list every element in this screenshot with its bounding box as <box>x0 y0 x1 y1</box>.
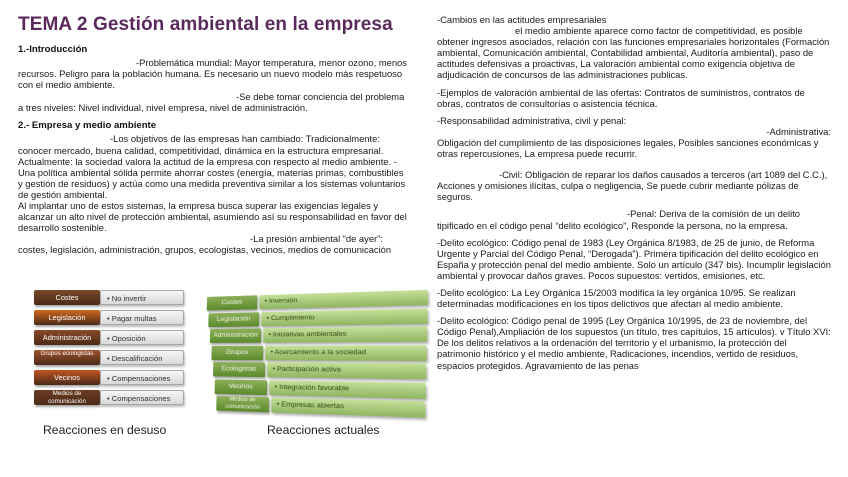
new-reaction-label: Grupos <box>211 345 263 360</box>
old-reaction-value: • Pagar multas <box>100 310 184 325</box>
caption-reacciones-en-desuso: Reacciones en desuso <box>43 423 167 437</box>
empresa-paragraph-3-clip <box>18 233 410 266</box>
cambios-heading: -Cambios en las actitudes empresariales <box>437 14 607 25</box>
ejemplos-paragraph: -Ejemplos de valoración ambiental de las ofertas: Contratos de suministros, contratos de obras, contratos de consultorías o asistencia técnica. <box>437 86 805 109</box>
new-reaction-label: Costes <box>207 295 258 310</box>
old-reaction-value: • Compensaciones <box>100 370 184 385</box>
intro-paragraph-1: -Problemática mundial: Mayor temperatura, menor ozono, menos recursos. Peligro para la población humana. Es necesario un nuevo modelo más respetuoso con el medio ambiente. <box>18 57 407 91</box>
new-reaction-label: Administración <box>210 328 261 343</box>
empresa-paragraph-1: -Los objetivos de las empresas han cambiado: Tradicionalmente: conocer mercado, buena calidad, competitividad, dinámica en la estructura empresarial. Actualmente: la sociedad valora la actitud de la empresa con respecto al medio ambiente. -Una política ambiental sólida permite ahorrar costes (energía, materias primas, combustibles y gestión de residuos) y actúa como una medida preventiva similar a los sistemas voluntarios de gestión ambiental. <box>18 133 406 200</box>
penal-paragraph: -Penal: Deriva de la comisión de un delito tipificado en el código penal “delito ecológico”, Responde la persona, no la empresa. <box>437 208 801 231</box>
new-reaction-value: • Participación activa <box>267 362 426 379</box>
old-reaction-value: • Descalificación <box>100 350 184 365</box>
section-heading-intro: 1.-Introducción <box>18 44 88 55</box>
old-reaction-value: • Oposición <box>100 330 184 345</box>
new-reaction-value: • Integración favorable <box>269 380 426 399</box>
empresa-paragraph-3: -La presión ambiental “de ayer”: costes, legislación, administración, grupos, ecologistas, vecinos, medios de comunicación <box>18 233 392 256</box>
new-reaction-value: • Iniciativas ambientales <box>263 326 427 343</box>
old-reaction-value: • Compensaciones <box>100 390 184 405</box>
old-reaction-label: Medios de comunicación <box>34 390 100 405</box>
right-column <box>437 14 831 377</box>
diagram-reacciones-en-desuso <box>32 288 190 413</box>
intro-paragraph-2: -Se debe tomar conciencia del problema a tres niveles: Nivel individual, nivel empresa, nivel de administración. <box>18 91 405 114</box>
delito-2003-paragraph: -Delito ecológico: La Ley Orgánica 15/2003 modifica la ley orgánica 10/95. Se realizan determinadas modificaciones en los tipos delictivos que afectan al medio ambiente. <box>437 286 796 310</box>
old-reaction-label: Grupos ecologistas <box>34 350 100 365</box>
old-reaction-label: Administración <box>34 330 100 345</box>
empresa-paragraph-2: Al implantar uno de estos sistemas, la empresa busca superar las exigencias legales y alcanzar un alto nivel de protección ambiental, asumiendo así su responsabilidad en favor del desarrollo sostenible. <box>18 200 407 234</box>
page-title: TEMA 2 Gestión ambiental en la empresa <box>18 14 393 35</box>
delito-1995-paragraph: -Delito ecológico: Código penal de 1995 (Ley Orgánica 10/1995, de 23 de noviembre, del Código Penal),Ampliación de los supuestos (un título, tres capítulos, 15 artículos). v Título XVI: De los delitos relativos a la ordenación del territorio y el urbanismo, la protección del patrimonio histórico y el medio ambiente, Radicaciones, incendios, vertido de residuos, espacios protegidos. Agravamiento de las penas <box>437 315 831 371</box>
administrativa-heading: -Administrativa: <box>766 125 831 137</box>
old-reaction-label: Costes <box>34 290 100 305</box>
new-reaction-label: Legislación <box>208 312 259 327</box>
administrativa-paragraph: Obligación del cumplimiento de las disposiciones legales, Posibles sanciones económicas y otras repercusiones, La empresa puede recurrir. <box>437 136 819 160</box>
new-reaction-label: Medios de comunicación <box>216 396 269 412</box>
new-reaction-value: • Inversión <box>259 290 428 309</box>
new-reaction-value: • Acercamiento a la sociedad <box>265 345 427 361</box>
left-column <box>18 14 410 266</box>
new-reaction-value: • Empresas abiertas <box>271 397 425 417</box>
responsabilidad-heading: -Responsabilidad administrativa, civil y penal: <box>437 114 627 126</box>
civil-paragraph: -Civil: Obligación de reparar los daños causados a terceros (art 1089 del C.C.), Acciones y omisiones ilícitas, culpa o negligencia, Se puede cubrir mediante pólizas de seguros. <box>437 169 828 203</box>
section-heading-empresa: 2.- Empresa y medio ambiente <box>18 120 157 132</box>
new-reaction-label: Ecologistas <box>213 362 265 377</box>
old-reaction-label: Legislación <box>34 310 100 325</box>
cambios-paragraph: el medio ambiente aparece como factor de competitividad, es posible obtener ingresos asociados, relación con las funciones empresariales horizontales (Formación ambiental, Comunicación ambiental, Contabilidad ambiental, Auditoría ambiental), paso de actitudes defensivas a proactivas, La valoración ambiental como exigencia objetiva de adjudicación de concursos de las administraciones publicas. <box>437 25 830 81</box>
new-reaction-label: Vecinos <box>215 379 268 395</box>
old-reaction-value: • No invertir <box>100 290 184 305</box>
old-reaction-label: Vecinos <box>34 370 100 385</box>
caption-reacciones-actuales: Reacciones actuales <box>267 423 380 437</box>
new-reaction-value: • Cumplimiento <box>261 308 428 326</box>
diagram-reacciones-actuales <box>186 288 424 416</box>
delito-1983-paragraph: -Delito ecológico: Código penal de 1983 (Ley Orgánica 8/1983, de 25 de junio, de Reforma Urgente y Parcial del Código Penal, “Derogada”). Primera tipificación del delito ecológico en España y protección penal del medio ambiente. Solo un artículo (347 bis). Incumplir legislación ambiental y provocar daños graves. Pocos supuestos: vertidos, emisiones, etc. <box>437 236 831 281</box>
